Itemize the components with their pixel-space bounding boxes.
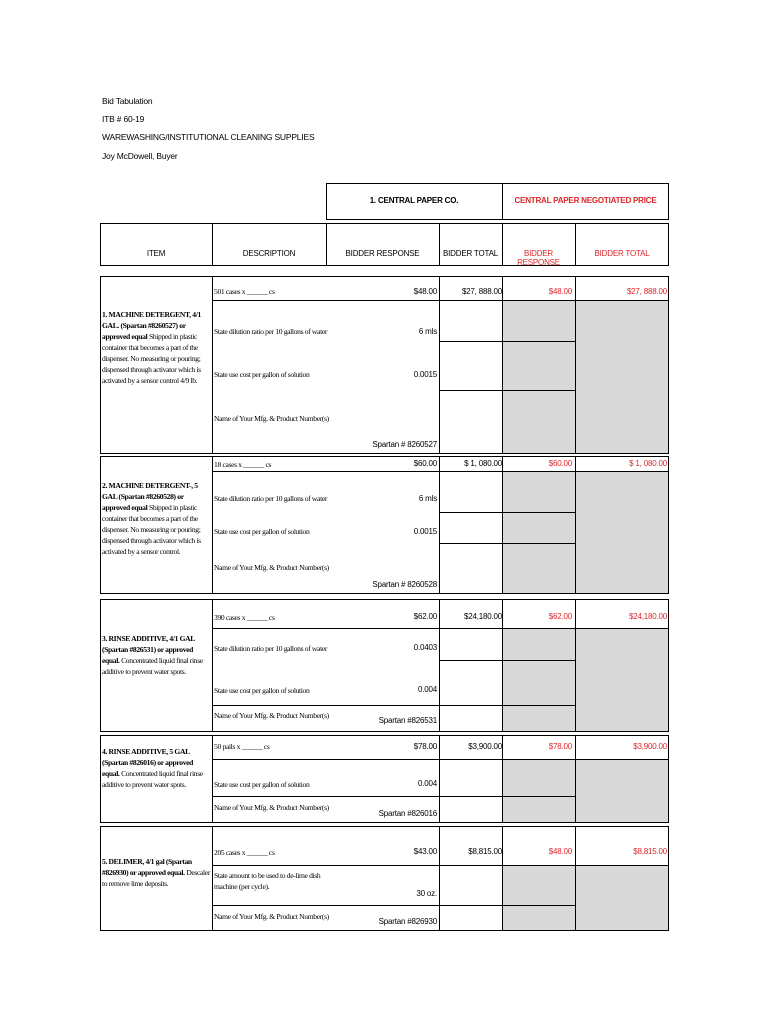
divider [575, 735, 576, 823]
item-2-description [102, 480, 210, 557]
shade [576, 301, 668, 453]
divider [575, 456, 576, 594]
divider [502, 456, 503, 594]
item-3-body: Concentrated liquid final rinse additive to prevent water spots. [102, 656, 203, 676]
divider [439, 543, 575, 544]
divider [212, 300, 669, 301]
divider [439, 341, 575, 342]
col-divider [212, 223, 213, 266]
item-3-cost: 0.004 [417, 685, 437, 694]
shade [576, 760, 668, 822]
item-5-body: Descaler to remove lime deposits. [102, 868, 210, 888]
item-3-qty: 390 cases x ______ cs [214, 613, 275, 622]
item-5-total: $8,815.00 [468, 847, 502, 856]
item-4-total: $3,900.00 [468, 742, 502, 751]
item-2-dilution: 6 mls [418, 494, 437, 503]
item-2-neg-price: $60.00 [548, 459, 572, 468]
item-1-dilution: 6 mls [418, 327, 437, 336]
item-5-mfg-label: Name of Your Mfg. & Product Number(s) [214, 912, 329, 921]
shade [503, 301, 575, 453]
item-3-neg-total: $24,180.00 [628, 612, 667, 621]
divider [212, 276, 213, 454]
item-1-neg-price: $48.00 [548, 287, 572, 296]
item-5-product: Spartan #826930 [378, 917, 437, 926]
item-5-amount: 30 oz. [416, 889, 437, 898]
shade [576, 629, 668, 731]
item-4-description [102, 746, 210, 790]
item-1-cost: 0.0015 [413, 370, 437, 379]
divider [575, 276, 576, 454]
item-3-mfg-label: Name of Your Mfg. & Product Number(s) [214, 711, 329, 720]
item-2-cost-label: State use cost per gallon of solution [214, 527, 310, 536]
col-bidder-total: BIDDER TOTAL [443, 249, 498, 258]
item-4-qty: 50 pails x ______ cs [214, 742, 270, 751]
shade [503, 472, 575, 593]
divider [502, 599, 503, 732]
col-divider [439, 223, 440, 266]
item-4-price: $78.00 [413, 742, 437, 751]
item-2-title: 2. MACHINE DETERGENT-, 5 GAL (Spartan #8260528) or approved equal [102, 481, 198, 512]
item-2-cost: 0.0015 [413, 527, 437, 536]
item-5-neg-total: $8,815.00 [633, 847, 667, 856]
item-5-qty: 205 cases x ______ cs [214, 848, 275, 857]
item-4-mfg-label: Name of Your Mfg. & Product Number(s) [214, 803, 329, 812]
divider [439, 276, 440, 454]
divider [439, 512, 575, 513]
item-3-cost-label: State use cost per gallon of solution [214, 686, 310, 695]
item-1-product: Spartan # 8260527 [372, 440, 437, 449]
item-1-qty: 501 cases x ______ cs [214, 287, 275, 296]
item-1-price: $48.00 [413, 287, 437, 296]
column-header-row [100, 223, 669, 266]
col-divider [575, 223, 576, 266]
item-5-amount-label: State amount to be used to de-lime dish machine (per cycle). [214, 871, 321, 891]
item-2-price: $60.00 [413, 459, 437, 468]
vendor-name: 1. CENTRAL PAPER CO. [369, 196, 459, 205]
divider [502, 276, 503, 454]
divider [212, 865, 669, 866]
item-1-description [102, 309, 210, 386]
divider [439, 390, 575, 391]
divider [502, 826, 503, 931]
divider [439, 599, 440, 732]
shade [503, 629, 575, 731]
item-3-dilution-label: State dilution ratio per 10 gallons of water [214, 644, 328, 653]
shade [503, 760, 575, 822]
shade [576, 472, 668, 593]
item-1-neg-total: $27, 888.00 [626, 287, 667, 296]
item-4-cost: 0.004 [417, 779, 437, 788]
divider [439, 456, 440, 594]
item-4-product: Spartan #826016 [378, 809, 437, 818]
item-4-body: Concentrated liquid final rinse additive to prevent water spots. [102, 769, 203, 789]
divider [439, 735, 440, 823]
divider [212, 905, 575, 906]
item-5-price: $43.00 [413, 847, 437, 856]
item-2-total: $ 1, 080.00 [464, 459, 502, 468]
item-3-dilution: 0.0403 [413, 643, 437, 652]
divider [575, 826, 576, 931]
itb-number: ITB # 60-19 [102, 114, 145, 124]
item-5-neg-price: $48.00 [548, 847, 572, 856]
item-3-product: Spartan #826531 [378, 716, 437, 725]
item-1-body: Shipped in plastic container that becomes a part of the dispenser. No measuring or pouring; dispensed through activator which is activated by a sensor control 4/9 lb. [102, 332, 201, 385]
item-4-title: 4. RINSE ADDITIVE, 5 GAL (Spartan #826016) or approved equal. [102, 747, 194, 778]
col-neg-bidder-response: BIDDER RESPONSE [517, 249, 560, 267]
item-1-total: $27, 888.00 [461, 287, 502, 296]
item-4-cost-label: State use cost per gallon of solution [214, 780, 310, 789]
item-2-body: Shipped in plastic container that becomes a part of the dispenser. No measuring or pouring; dispensed through activator which is activated by a sensor control. [102, 503, 201, 556]
item-4-neg-total: $3,900.00 [633, 742, 667, 751]
divider [212, 628, 669, 629]
col-item: ITEM [146, 249, 166, 258]
buyer: Joy McDowell, Buyer [102, 151, 178, 161]
divider [212, 471, 669, 472]
item-4-neg-price: $78.00 [548, 742, 572, 751]
divider [212, 599, 213, 732]
col-divider [326, 223, 327, 266]
item-3-price: $62.00 [413, 612, 437, 621]
item-3-description [102, 633, 210, 677]
divider [212, 456, 213, 594]
doc-title: Bid Tabulation [102, 96, 153, 106]
item-3-neg-price: $62.00 [548, 612, 572, 621]
item-1-dilution-label: State dilution ratio per 10 gallons of water [214, 327, 328, 336]
divider [212, 826, 213, 931]
item-2-product: Spartan # 8260528 [372, 580, 437, 589]
col-neg-bidder-total: BIDDER TOTAL [594, 249, 650, 258]
item-3-title: 3. RINSE ADDITIVE, 4/1 GAL (Spartan #826531) or approved equal. [102, 634, 195, 665]
divider [439, 660, 575, 661]
category: WAREWASHING/INSTITUTIONAL CLEANING SUPPLIES [102, 132, 315, 142]
item-1-title: 1. MACHINE DETERGENT, 4/1 GAL. (Spartan #8260527) or approved equal [102, 310, 201, 341]
item-2-qty: 18 cases x ______ cs [214, 460, 272, 469]
divider [212, 705, 575, 706]
item-3-total: $24,180.00 [463, 612, 502, 621]
item-5-description [102, 856, 210, 889]
shade [576, 866, 668, 930]
divider [439, 826, 440, 931]
item-2-mfg-label: Name of Your Mfg. & Product Number(s) [214, 563, 329, 572]
shade [503, 866, 575, 930]
divider [212, 759, 669, 760]
item-2-dilution-label: State dilution ratio per 10 gallons of water [214, 494, 328, 503]
col-description: DESCRIPTION [242, 249, 296, 258]
item-1-cost-label: State use cost per gallon of solution [214, 370, 310, 379]
divider [212, 796, 575, 797]
divider [502, 735, 503, 823]
divider [575, 599, 576, 732]
item-2-neg-total: $ 1, 080.00 [629, 459, 667, 468]
negotiated-header: CENTRAL PAPER NEGOTIATED PRICE [514, 196, 657, 205]
divider [212, 735, 213, 823]
col-bidder-response: BIDDER RESPONSE [345, 249, 420, 258]
item-1-mfg-label: Name of Your Mfg. & Product Number(s) [214, 414, 329, 423]
item-5-title: 5. DELIMER, 4/1 gal (Spartan #826930) or approved equal. [102, 857, 192, 877]
